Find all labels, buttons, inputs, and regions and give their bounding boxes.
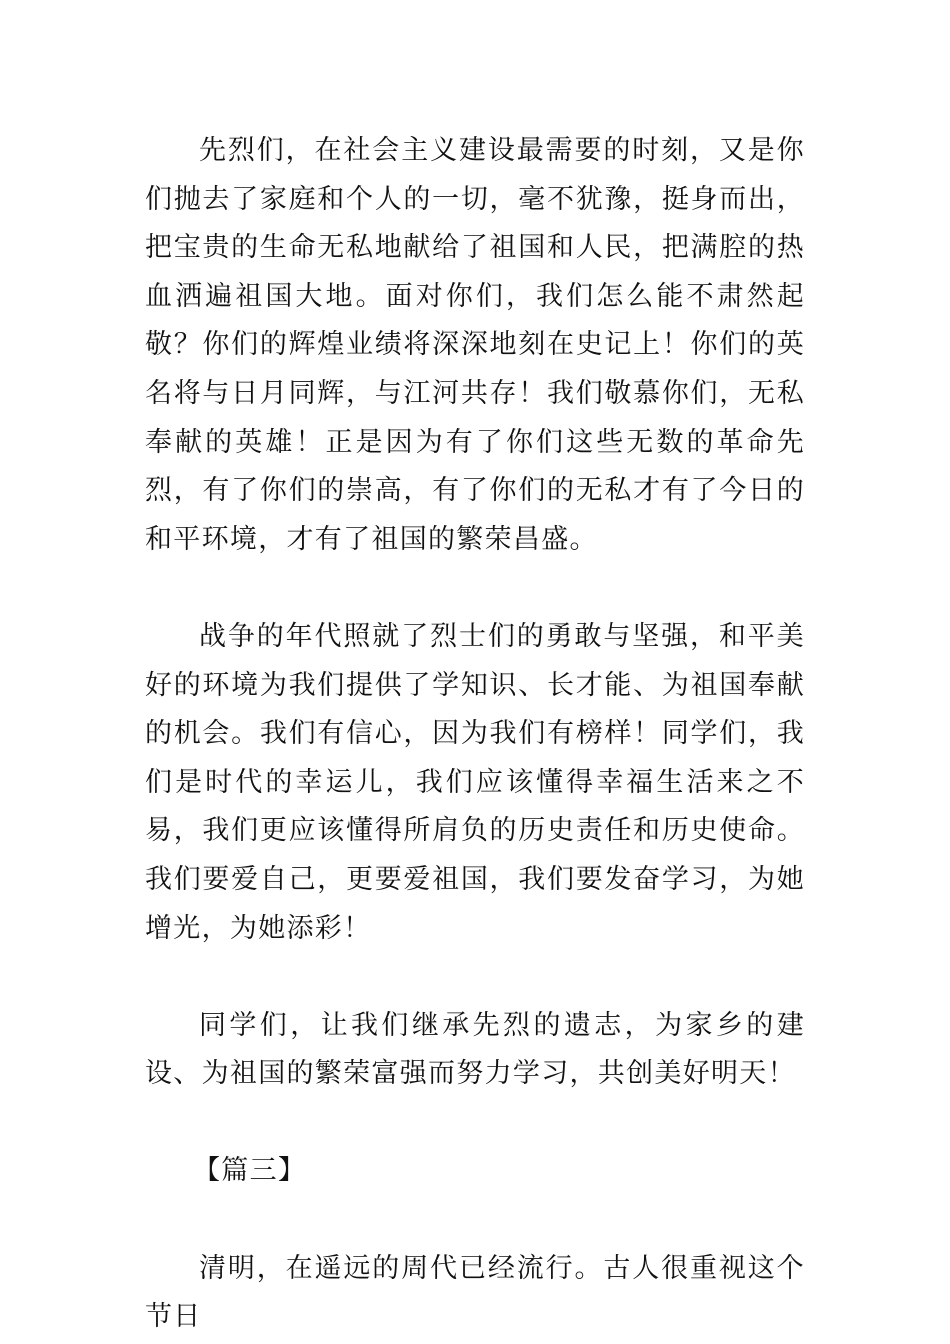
- paragraph-qingming-intro: 清明，在遥远的周代已经流行。古人很重视这个节日: [145, 1252, 805, 1333]
- paragraph-gap: [145, 1196, 805, 1245]
- paragraph-peace-opportunity: 战争的年代照就了烈士们的勇敢与坚强，和平美好的环境为我们提供了学知识、长才能、为祖国奉献的机会。我们有信心，因为我们有榜样！同学们，我们是时代的幸运儿，我们应该懂得幸福生活来之不易，我们更应该懂得所肩负的历史责任和历史使命。我们要爱自己，更要爱祖国，我们要发奋学习，为她增光，为她添彩！: [145, 620, 805, 944]
- paragraph-gap: [145, 564, 805, 613]
- document-body: [145, 127, 805, 1342]
- paragraph-call-to-action: 同学们，让我们继承先烈的遗志，为家乡的建设、为祖国的繁荣富强而努力学习，共创美好明天！: [145, 1009, 805, 1090]
- section-title: 【篇三】: [193, 1155, 307, 1187]
- paragraph-gap: [145, 953, 805, 1002]
- paragraph-martyrs-sacrifice: 先烈们，在社会主义建设最需要的时刻，又是你们抛去了家庭和个人的一切，毫不犹豫，挺身而出，把宝贵的生命无私地献给了祖国和人民，把满腔的热血洒遍祖国大地。面对你们，我们怎么能不肃然起敬？你们的辉煌业绩将深深地刻在史记上！你们的英名将与日月同辉，与江河共存！我们敬慕你们，无私奉献的英雄！正是因为有了你们这些无数的革命先烈，有了你们的崇高，有了你们的无私才有了今日的和平环境，才有了祖国的繁荣昌盛。: [145, 135, 805, 555]
- paragraph-gap: [145, 1099, 805, 1148]
